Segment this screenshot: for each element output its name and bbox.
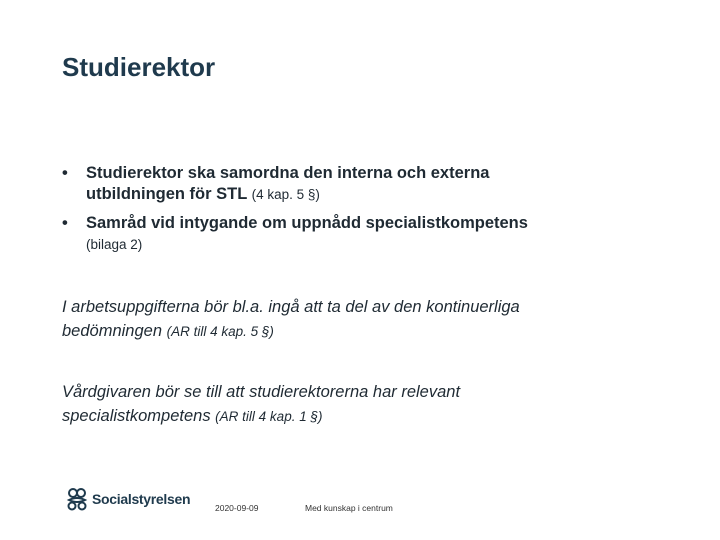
paragraph-line: bedömningen — [62, 322, 162, 340]
bullet-reference: (bilaga 2) — [86, 237, 143, 252]
bullet-line: utbildningen för STL — [86, 185, 248, 203]
bullet-text — [86, 163, 489, 205]
logo-text: Socialstyrelsen — [92, 491, 191, 507]
paragraph — [62, 295, 662, 344]
paragraph-line: specialistkompetens — [62, 407, 211, 425]
footer-date: 2020-09-09 — [215, 503, 259, 513]
socialstyrelsen-logo — [65, 486, 190, 512]
bullet-reference: (4 kap. 5 §) — [251, 187, 320, 202]
paragraph-reference: (AR till 4 kap. 1 §) — [215, 409, 323, 424]
paragraph-line: I arbetsuppgifterna bör bl.a. ingå att ta del av den kontinuerliga — [62, 298, 520, 316]
socialstyrelsen-emblem-icon — [65, 486, 89, 512]
bullet-dot: • — [62, 164, 68, 182]
bullet-line: Studierektor ska samordna den interna och externa — [86, 164, 490, 182]
paragraph-line: Vårdgivaren bör se till att studierektorerna har relevant — [62, 383, 461, 401]
bullet-line: Samråd vid intygande om uppnådd specialistkompetens — [86, 214, 528, 232]
paragraph — [62, 380, 662, 429]
bullet-dot: • — [62, 214, 68, 232]
bullet-item — [62, 213, 662, 255]
slide-footer — [0, 486, 720, 526]
slide-title: Studierektor — [62, 52, 216, 82]
footer-motto: Med kunskap i centrum — [305, 503, 393, 513]
bullet-list — [62, 163, 662, 263]
bullet-text — [86, 213, 528, 255]
bullet-item — [62, 163, 662, 205]
paragraph-reference: (AR till 4 kap. 5 §) — [166, 324, 274, 339]
